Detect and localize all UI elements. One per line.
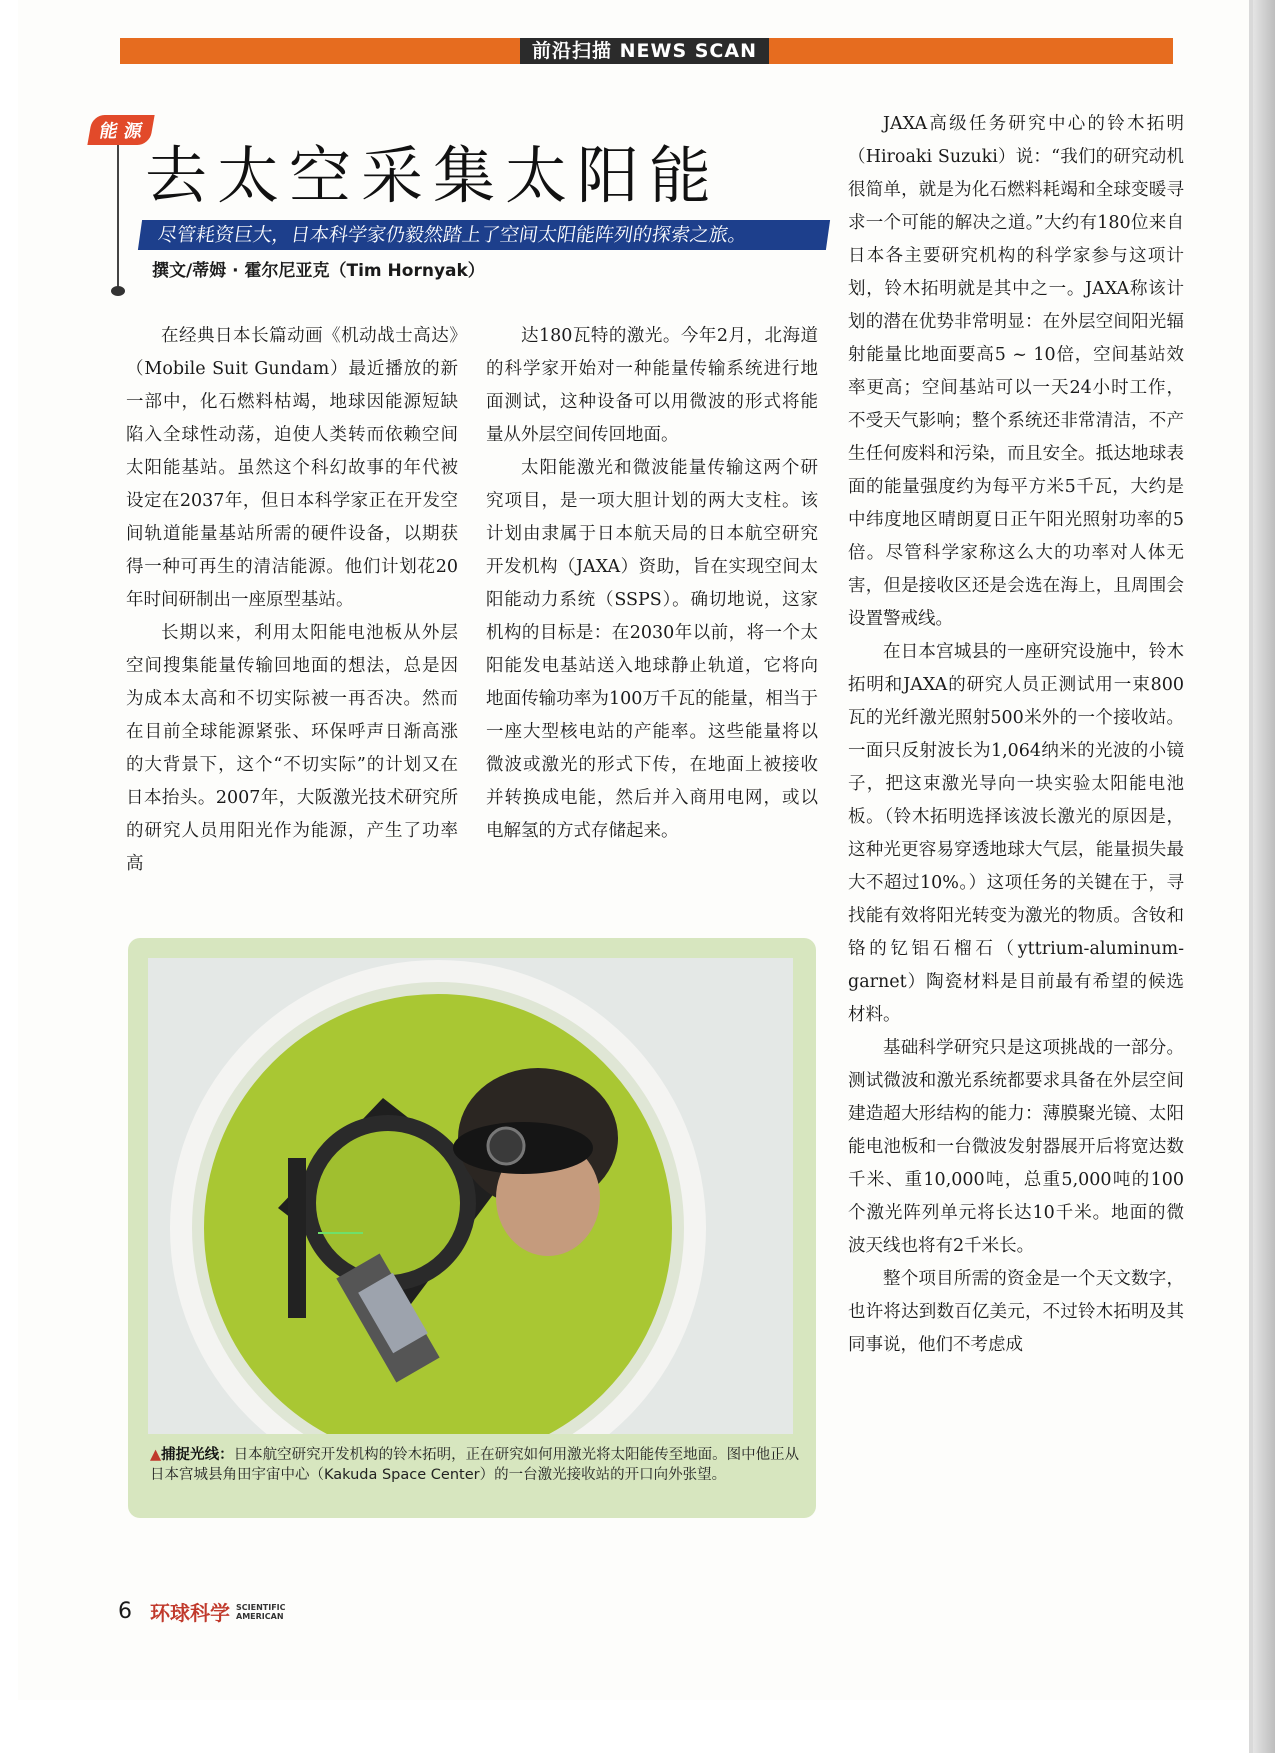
article-deck: 尽管耗资巨大，日本科学家仍毅然踏上了空间太阳能阵列的探索之旅。 — [138, 220, 830, 250]
body-column-3 — [848, 108, 1184, 1362]
paragraph: 太阳能激光和微波能量传输这两个研究项目，是一项大胆计划的两大支柱。该计划由隶属于日本航天局的日本航空研究开发机构（JAXA）资助，旨在实现空间太阳能动力系统（SSPS）。确切地说，这家机构的目标是：在2030年以前，将一个太阳能发电基站送入地球静止轨道，它将向地面传输功率为100万千瓦的能量，相当于一座大型核电站的产能率。这些能量将以微波或激光的形式下传，在地面上被接收并转换成电能，然后并入商用电网，或以电解氢的方式存储起来。 — [486, 458, 818, 841]
triangle-icon: ▲ — [150, 1447, 162, 1463]
paragraph: 在经典日本长篇动画《机动战士高达》（Mobile Suit Gundam）最近播放的新一部中，化石燃料枯竭，地球因能源短缺陷入全球性动荡，迫使人类转而依赖空间太阳能基站。虽然这个科幻故事的年代被设定在2037年，但日本科学家正在开发空间轨道能量基站所需的硬件设备，以期获得一种可再生的清洁能源。他们计划花20年时间研制出一座原型基站。 — [126, 326, 458, 610]
paragraph: 整个项目所需的资金是一个天文数字，也许将达到数百亿美元，不过铃木拓明及其同事说，他们不考虑成 — [848, 1269, 1184, 1355]
body-column-1 — [126, 320, 458, 881]
tag-rule-end — [111, 286, 125, 296]
category-tag: 能 源 — [87, 115, 155, 145]
caption-text: 日本航空研究开发机构的铃木拓明，正在研究如何用激光将太阳能传至地面。图中他正从日本宫城县角田宇宙中心（Kakuda Space Center）的一台激光接收站的开口向外张望。 — [150, 1447, 800, 1483]
photo-illustration — [148, 958, 793, 1434]
paragraph: 长期以来，利用太阳能电池板从外层空间搜集能量传输回地面的想法，总是因为成本太高和不切实际被一再否决。然而在目前全球能源紧张、环保呼声日渐高涨的大背景下，这个“不切实际”的计划又在日本抬头。2007年，大阪激光技术研究所的研究人员用阳光作为能源，产生了功率高 — [126, 623, 458, 874]
photo-caption — [150, 1445, 800, 1485]
paragraph: 在日本宫城县的一座研究设施中，铃木拓明和JAXA的研究人员正测试用一束800瓦的光纤激光照射500米外的一个接收站。一面只反射波长为1,064纳米的光波的小镜子，把这束激光导向一块实验太阳能电池板。（铃木拓明选择该波长激光的原因是，这种光更容易穿透地球大气层，能量损失最大不超过10%。）这项任务的关键在于，寻找能有效将阳光转变为激光的物质。含钕和铬的钇铝石榴石（yttrium-aluminum-garnet）陶瓷材料是目前最有希望的候选材料。 — [848, 642, 1184, 1025]
paragraph: JAXA高级任务研究中心的铃木拓明（Hiroaki Suzuki）说：“我们的研究动机很简单，就是为化石燃料耗竭和全球变暖寻求一个可能的解决之道。”大约有180位来自日本各主要研究机构的科学家参与这项计划，铃木拓明就是其中之一。JAXA称该计划的潜在优势非常明显：在外层空间阳光辐射能量比地面要高5 ~ 10倍，空间基站效率更高；空间基站可以一天24小时工作，不受天气影响；整个系统还非常清洁，不产生任何废料和污染，而且安全。抵达地球表面的能量强度约为每平方米5千瓦，大约是中纬度地区晴朗夏日正午阳光照射功率的5倍。尽管科学家称这么大的功率对人体无害，但是接收区还是会选在海上，且周围会设置警戒线。 — [848, 114, 1184, 629]
section-label: 前沿扫描 NEWS SCAN — [520, 38, 769, 64]
caption-lead: 捕捉光线： — [161, 1447, 234, 1463]
paragraph: 达180瓦特的激光。今年2月，北海道的科学家开始对一种能量传输系统进行地面测试，这种设备可以用微波的形式将能量从外层空间传回地面。 — [486, 326, 818, 445]
paragraph: 基础科学研究只是这项挑战的一部分。测试微波和激光系统都要求具备在外层空间建造超大形结构的能力：薄膜聚光镜、太阳能电池板和一台微波发射器展开后将宽达数千米、重10,000吨，总重5,000吨的100个激光阵列单元将长达10千米。地面的微波天线也将有2千米长。 — [848, 1038, 1184, 1256]
logo-line-1: SCIENTIFIC — [236, 1602, 286, 1612]
tag-rule — [117, 125, 119, 290]
byline: 撰文/蒂姆 · 霍尔尼亚克（Tim Hornyak） — [152, 261, 485, 281]
article-photo — [148, 958, 793, 1434]
body-column-2 — [486, 320, 818, 848]
page-footer — [118, 1597, 286, 1626]
page-number: 6 — [118, 1599, 132, 1624]
page-edge-shadow — [1253, 0, 1275, 1753]
article-title: 去太空采集太阳能 — [145, 139, 722, 212]
publication-name: 环球科学 — [150, 1601, 230, 1625]
logo-line-2: AMERICAN — [236, 1611, 284, 1621]
publication-logo — [236, 1603, 286, 1621]
